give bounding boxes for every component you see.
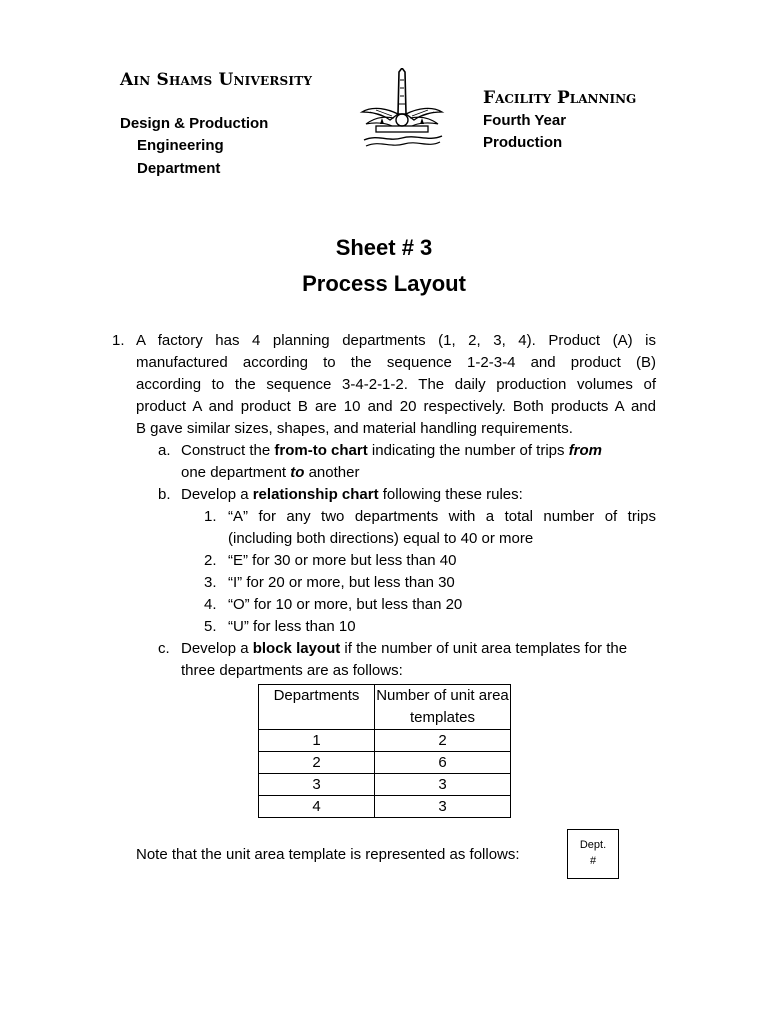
- table-row: [259, 796, 511, 818]
- rule-4-text: “O” for 10 or more, but less than 20: [228, 596, 463, 613]
- item-a-em-from: from: [568, 442, 603, 459]
- course-name: Facility Planning: [483, 88, 637, 108]
- question-number: 1.: [112, 332, 125, 349]
- item-a-label: a.: [158, 442, 171, 459]
- item-a-line2-pre: one department: [181, 464, 291, 481]
- rule-1-line-2: (including both directions) equal to 40 or more: [228, 530, 534, 547]
- rule-5-number: 5.: [204, 618, 217, 635]
- table-header-row: [259, 685, 511, 730]
- item-c-label: c.: [158, 640, 170, 657]
- sheet-subtitle: Process Layout: [302, 271, 466, 296]
- table-cell: 2: [375, 730, 511, 752]
- table-cell: 3: [259, 774, 375, 796]
- item-b-pre: Develop a: [181, 486, 253, 503]
- rule-3-text: “I” for 20 or more, but less than 30: [228, 574, 455, 591]
- item-a-line2-post: another: [304, 464, 360, 481]
- item-c-line-2: three departments are as follows:: [181, 662, 403, 679]
- item-c-pre: Develop a: [181, 640, 253, 657]
- rule-3-number: 3.: [204, 574, 217, 591]
- rule-2-number: 2.: [204, 552, 217, 569]
- intro-line-2: manufactured according to the sequence 1-2-3-4 and product (B): [136, 354, 656, 371]
- item-a-line-1: [181, 440, 602, 462]
- university-name: Ain Shams University: [120, 70, 313, 90]
- intro-line-1: A factory has 4 planning departments (1, 2, 3, 4). Product (A) is: [136, 332, 656, 349]
- item-b-post: following these rules:: [378, 486, 523, 503]
- intro-line-4: product A and product B are 10 and 20 respectively. Both products A and: [136, 398, 656, 415]
- item-b-line: [181, 484, 523, 506]
- header-departments: Departments: [259, 685, 375, 730]
- table-row: [259, 752, 511, 774]
- year-line-1: Fourth Year: [483, 112, 567, 129]
- table-row: [259, 774, 511, 796]
- year-line-2: Production: [483, 134, 563, 151]
- rule-1-number: 1.: [204, 508, 217, 525]
- rule-2-text: “E” for 30 or more but less than 40: [228, 552, 457, 569]
- question-intro: [136, 330, 656, 440]
- rule-4-number: 4.: [204, 596, 217, 613]
- item-a-em-to: to: [290, 464, 305, 481]
- university-logo-icon: [358, 68, 458, 150]
- table-cell: 1: [259, 730, 375, 752]
- item-b-label: b.: [158, 486, 171, 503]
- intro-line-5: B gave similar sizes, shapes, and material handling requirements.: [136, 420, 573, 437]
- unit-template-box-line-2: #: [589, 855, 597, 867]
- table-cell: 3: [375, 796, 511, 818]
- templates-table: [258, 684, 511, 818]
- intro-line-3: according to the sequence 3-4-2-1-2. The daily production volumes of: [136, 376, 656, 393]
- unit-template-box: [567, 829, 619, 879]
- table-cell: 6: [375, 752, 511, 774]
- header-unit-templates: Number of unit area templates: [375, 685, 511, 730]
- item-a-mid: indicating the number of trips: [367, 442, 569, 459]
- unit-template-box-line-1: Dept.: [579, 839, 607, 851]
- sheet-title: Sheet # 3: [335, 235, 433, 260]
- rule-5-text: “U” for less than 10: [228, 618, 356, 635]
- table-cell: 4: [259, 796, 375, 818]
- table-cell: 2: [259, 752, 375, 774]
- item-b-bold: relationship chart: [252, 486, 379, 503]
- item-a-line-2: [181, 462, 359, 484]
- item-a-bold: from-to chart: [274, 442, 368, 459]
- table-cell: 3: [375, 774, 511, 796]
- item-a-pre: Construct the: [181, 442, 275, 459]
- template-note: Note that the unit area template is represented as follows:: [136, 846, 520, 863]
- department-line-2: Engineering: [137, 137, 224, 154]
- item-c-post: if the number of unit area templates for the: [340, 640, 628, 657]
- table-row: [259, 730, 511, 752]
- department-line-3: Department: [137, 160, 221, 177]
- item-c-line-1: [181, 638, 627, 660]
- item-c-bold: block layout: [252, 640, 341, 657]
- department-line-1: Design & Production: [120, 115, 269, 132]
- rule-1-line-1: “A” for any two departments with a total number of trips: [228, 508, 656, 525]
